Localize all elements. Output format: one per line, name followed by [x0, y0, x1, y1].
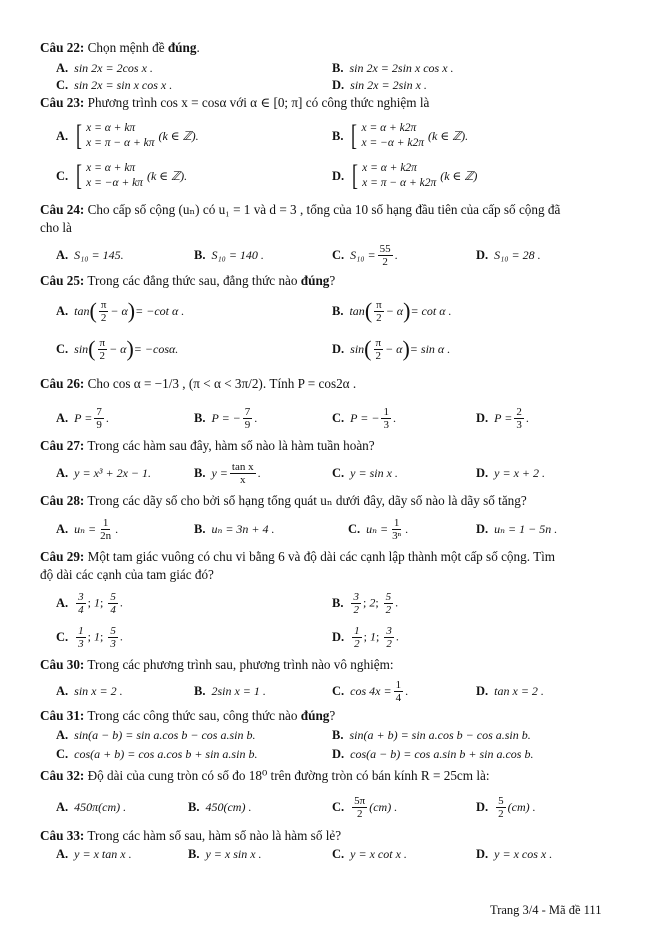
question-label: Câu 32: [40, 768, 85, 783]
question-22: Câu 22: Chọn mệnh đề đúng. [40, 40, 200, 55]
question-label: Câu 24: [40, 202, 85, 217]
options-row: A. 450π(cm) . B. 450(cm) . C. $\frac{5\pi}{2}$ (cm) . D. $\frac{5}{2}$ (cm) . [56, 794, 536, 820]
option-b-fraction: $\frac{7}{9}$ [244, 405, 251, 431]
question-text: Trong các hàm sau đây, hàm số nào là hàm tuần hoàn? [87, 438, 375, 453]
question-24 [40, 202, 630, 218]
option-c-fraction: $\frac{1}{\text{3ⁿ}}$ [392, 516, 402, 542]
option-b: uₙ = 3n + 4 . [211, 521, 275, 536]
question-23 [40, 95, 630, 111]
option-d: y = x cos x . [494, 846, 553, 861]
question-emphasis: đúng [300, 708, 330, 723]
term: 2 [369, 594, 376, 609]
question-text: Trong các đẳng thức sau, đẳng thức nào [87, 273, 298, 288]
option-d-line1: x = α + k2π [362, 162, 417, 174]
question-25: Câu 25: Trong các đẳng thức sau, đẳng thức nào đúng? [40, 273, 336, 288]
option-a: 450π(cm) . [74, 799, 127, 814]
option-b: y = x sin x . [205, 846, 262, 861]
question-32 [40, 768, 630, 784]
option-c-fraction: $\frac{5\pi}{2}$ [354, 794, 366, 820]
question-text: Trong các công thức sau, công thức nào [87, 708, 298, 723]
option-d: sin 2x = 2sin x . [350, 77, 427, 92]
option-a-fraction: $\frac{1}{2n}$ [100, 516, 112, 542]
option-d-fraction: $\frac{2}{3}$ [516, 405, 522, 431]
question-text-cont: độ dài các cạnh của tam giác đó? [40, 567, 214, 582]
option-b: 450(cm) . [205, 799, 252, 814]
option-a-line1: x = α + kπ [86, 122, 136, 134]
option-d: cos(a − b) = cos a.sin b + sin a.cos b. [350, 747, 534, 761]
options-row: A. y = x³ + 2x − 1. B. y = $\frac{\text{tan x}}{x}$ . C. y = sin x . D. y = x + 2 . [56, 460, 546, 486]
term: 1 [94, 594, 100, 609]
options-row: C. sin 2x = sin x cos x . D. sin 2x = 2sin x . [56, 77, 427, 92]
question-text-cont: cho là [40, 220, 72, 235]
term: 1 [370, 628, 376, 643]
option-a: sin(a − b) = sin a.cos b − cos a.sin b. [74, 728, 256, 742]
option-c: sin 2x = sin x cos x . [74, 77, 173, 92]
options-row: C. [ x = α + kπ x = −α + kπ (k ∈ ℤ). D. [ x = α + k2π x = π − α + k2π (k ∈ ℤ) [56, 159, 478, 192]
option-b-fraction: $\frac{\text{tan x}}{x}$ [231, 460, 254, 486]
option-c-line2: x = −α + kπ [86, 177, 143, 189]
option-b: sin(a + b) = sin a.cos b − cos a.sin b. [349, 728, 531, 742]
options-row: A. sin(a − b) = sin a.cos b − cos a.sin b. B. sin(a + b) = sin a.cos b − cos a.sin b. [56, 728, 531, 742]
options-row: A. $\frac{3}{4}$ ; 1; $\frac{5}{4}$ . B. $\frac{3}{2}$ ; 2; $\frac{5}{2}$ . [56, 590, 399, 616]
question-label: Câu 27: [40, 438, 85, 453]
option-b: = cot α . [410, 303, 452, 318]
option-c: = −cosα. [133, 341, 179, 356]
option-c-fraction: $\frac{55}{2}$ [379, 242, 391, 268]
option-d-line2: x = π − α + k2π [362, 177, 437, 189]
question-26 [40, 376, 630, 392]
question-label: Câu 22: [40, 40, 85, 55]
option-d: uₙ = 1 − 5n . [494, 521, 558, 536]
options-row: A. tan ( $\frac{\pi}{2}$ − α ) = −cot α . B. tan ( $\frac{\pi}{2}$ − α ) = cot α . [56, 298, 452, 324]
option-a: sin x = 2 . [74, 683, 123, 698]
question-33 [40, 828, 630, 844]
term: 1 [94, 628, 100, 643]
fraction: $\frac{1}{3}$ [78, 624, 84, 650]
question-28 [40, 493, 630, 509]
question-29 [40, 549, 630, 565]
option-a-fraction: $\frac{7}{9}$ [96, 405, 102, 431]
option-c: $\frac{1}{3}$ ; 1; $\frac{5}{3}$ . [78, 624, 123, 650]
option-a: S₁₀ = 145. [74, 247, 124, 262]
option-c: y = sin x . [350, 465, 398, 480]
question-label: Câu 28: [40, 493, 85, 508]
fraction: $\frac{5}{2}$ [385, 590, 392, 616]
option-b: $\frac{3}{2}$ ; 2; $\frac{5}{2}$ . [353, 590, 399, 616]
options-row: A. sin x = 2 . B. 2sin x = 1 . C. cos 4x = $\frac{1}{4}$ . D. tan x = 2 . [56, 678, 544, 704]
question-text: Trong các dãy số cho bởi số hạng tổng quát uₙ dưới đây, dãy số nào là dãy số tăng? [87, 493, 527, 508]
question-24-cont [40, 220, 630, 236]
option-b: 2sin x = 1 . [211, 683, 266, 698]
options-row: A. sin 2x = 2cos x . B. sin 2x = 2sin x cos x . [56, 60, 454, 75]
question-label: Câu 26: [40, 376, 85, 391]
option-a: y = x³ + 2x − 1. [74, 465, 152, 480]
option-c-line1: x = α + kπ [86, 162, 136, 174]
option-d: y = x + 2 . [494, 465, 546, 480]
options-row: A. uₙ = $\frac{1}{2n}$ . B. uₙ = 3n + 4 . C. uₙ = $\frac{1}{\text{3ⁿ}}$ . D. uₙ = 1 − 5n . [56, 516, 558, 542]
question-text: Cho cos α = −1/3 , (π < α < 3π/2). Tính P = cos2α . [87, 376, 357, 391]
question-label: Câu 29: [40, 549, 85, 564]
option-b-line2: x = −α + k2π [361, 137, 425, 149]
question-label: Câu 23: [40, 95, 85, 110]
option-c-fraction: $\frac{1}{4}$ [395, 678, 402, 704]
option-c-fraction: $\frac{1}{3}$ [383, 405, 389, 431]
option-a: $\frac{3}{4}$ ; 1; $\frac{5}{4}$ . [78, 590, 123, 616]
question-text: Cho cấp số cộng (uₙ) có u₁ = 1 và d = 3 , tổng của 10 số hạng đầu tiên của cấp số cộng đã [87, 202, 561, 217]
options-row: A. [ x = α + kπ x = π − α + kπ (k ∈ ℤ). B. [ x = α + k2π x = −α + k2π (k ∈ ℤ). [56, 119, 469, 152]
fraction: $\frac{5}{3}$ [110, 624, 116, 650]
question-label: Câu 25: [40, 273, 85, 288]
options-row: A. S₁₀ = 145. B. S₁₀ = 140 . C. S₁₀ = $\frac{55}{2}$ . D. S₁₀ = 28 . [56, 242, 541, 268]
option-d: $\frac{1}{2}$ ; 1; $\frac{3}{2}$ . [354, 624, 399, 650]
option-a-line2: x = π − α + kπ [86, 137, 155, 149]
option-d: = sin α . [409, 341, 451, 356]
question-31: Câu 31: Trong các công thức sau, công thức nào đúng? [40, 708, 336, 723]
option-a: = −cot α . [135, 303, 185, 318]
question-emphasis: đúng [300, 273, 330, 288]
fraction: $\frac{5}{4}$ [110, 590, 116, 616]
question-text: Chọn mệnh đề [87, 40, 165, 55]
option-b-line1: x = α + k2π [361, 122, 417, 134]
question-30 [40, 657, 630, 673]
options-row: C. cos(a + b) = cos a.cos b + sin a.sin b. D. cos(a − b) = cos a.sin b + sin a.cos b. [56, 747, 534, 761]
option-d: S₁₀ = 28 . [494, 247, 541, 262]
fraction: $\frac{3}{4}$ [78, 590, 84, 616]
option-b: S₁₀ = 140 . [211, 247, 264, 262]
question-27 [40, 438, 630, 454]
question-29-cont [40, 567, 630, 583]
options-row: A. y = x tan x . B. y = x sin x . C. y = x cot x . D. y = x cos x . [56, 846, 553, 861]
question-label: Câu 30: [40, 657, 85, 672]
question-emphasis: đúng [167, 40, 197, 55]
page-footer: Trang 3/4 - Mã đề 111 [490, 903, 602, 917]
option-a: sin 2x = 2cos x . [74, 60, 153, 75]
question-label: Câu 31: [40, 708, 85, 723]
options-row: A. P = $\frac{7}{9}$ . B. P = − $\frac{7}{9}$ . C. P = − $\frac{1}{3}$ . D. P = $\frac{2}{3}$ . [56, 405, 529, 431]
options-row: C. sin ( $\frac{\pi}{2}$ − α ) = −cosα. D. sin ( $\frac{\pi}{2}$ − α ) = sin α . [56, 336, 451, 362]
option-b: sin 2x = 2sin x cos x . [349, 60, 454, 75]
option-c: y = x cot x . [350, 846, 407, 861]
question-label: Câu 33: [40, 828, 85, 843]
option-a: y = x tan x . [74, 846, 132, 861]
option-d: tan x = 2 . [494, 683, 544, 698]
question-text: Trong các phương trình sau, phương trình nào vô nghiệm: [87, 657, 394, 672]
question-text: Phương trình cos x = cosα với α ∈ [0; π] có công thức nghiệm là [87, 95, 430, 110]
option-d-fraction: $\frac{5}{2}$ [498, 794, 504, 820]
options-row: C. $\frac{1}{3}$ ; 1; $\frac{5}{3}$ . D. $\frac{1}{2}$ ; 1; $\frac{3}{2}$ . [56, 624, 399, 650]
option-c: cos(a + b) = cos a.cos b + sin a.sin b. [74, 747, 258, 761]
question-text: Độ dài của cung tròn có số đo 18⁰ trên đường tròn có bán kính R = 25cm là: [87, 768, 490, 783]
fraction: $\frac{3}{2}$ [386, 624, 392, 650]
question-text: Một tam giác vuông có chu vi bằng 6 và độ dài các cạnh lập thành một cấp số cộng. Tìm [87, 549, 556, 564]
fraction: $\frac{3}{2}$ [353, 590, 359, 616]
question-text: Trong các hàm số sau, hàm số nào là hàm số lẻ? [87, 828, 342, 843]
fraction: $\frac{1}{2}$ [354, 624, 360, 650]
